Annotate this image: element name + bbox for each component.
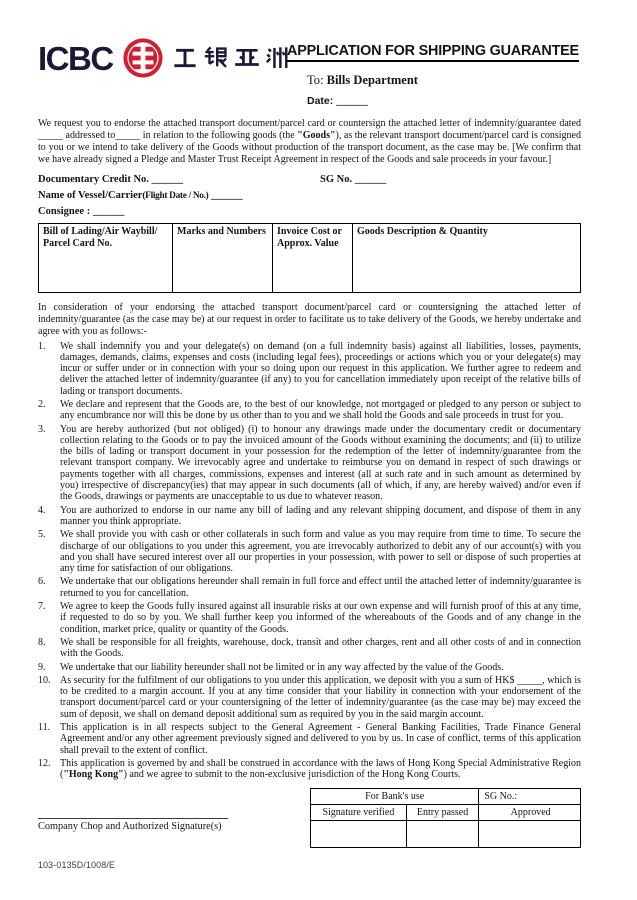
goods-col-description: Goods Description & Quantity	[353, 223, 581, 292]
documentary-credit-label: Documentary Credit No.	[38, 174, 149, 185]
chinese-wordmark-icon	[172, 45, 291, 71]
clause-item	[38, 722, 581, 756]
clause-number: 8.	[38, 636, 46, 648]
clause-text: You are authorized to endorse in our name any bill of lading and any relevant shipping document, and dispose of them in any manner you think appropriate.	[60, 504, 581, 527]
clause-item	[38, 424, 581, 503]
goods-table	[38, 223, 581, 293]
vessel-label: Name of Vessel/Carrier	[38, 189, 143, 201]
clauses-list	[38, 341, 581, 781]
clause-text: You are hereby authorized (but not obliged) (i) to honour any drawings made under the documentary credit or documentary collection relating to the Goods or to pay the invoiced amount of the Goods without examining the documents; and (ii) to utilize the bills of lading or transport document in your possession for the redemption of the letter of indemnity/guarantee from the relevant transport company. We irrevocably agree and undertake to reimburse you on demand in respect of such drawings or payments together with all charges, commissions, expenses and interest (all at such rate and in such amount as determined by you) irrespective of discrepancy(ies) that may appear in such documents (all of which, if any, are hereby waived) and/or even if the Goods, drawings or payments are unacceptable to us due to whatever reason.	[60, 423, 581, 503]
bank-table-row	[311, 789, 581, 805]
clause-item	[38, 637, 581, 660]
approved-cell: Approved	[479, 805, 581, 821]
goods-col-bill-of-lading: Bill of Lading/Air Waybill/ Parcel Card No.	[39, 223, 173, 292]
clause-number: 12.	[38, 757, 51, 769]
intro-paragraph: We request you to endorse the attached transport document/parcel card or countersign the attached letter of indemnity/guarantee dated _____ addressed to_____ in relation to the following goods (the "Goods"), as the relevant transport document/parcel card is consigned to you or we intend to take delivery of the Goods without production of the transport document, as the case may be. [We confirm that we have already signed a Pledge and Master Trust Receipt Agreement in respect of the Goods and sale proceeds in your favour.]	[38, 118, 581, 165]
form-code: 103-0135D/1008/E	[38, 860, 116, 871]
to-value: Bills Department	[326, 73, 418, 87]
documentary-credit-line	[38, 172, 581, 188]
clause-text: We agree to keep the Goods fully insured against all insurable risks at our own expense and will furnish proof of this at any time, if requested to do so by you. We shall further keep you informed of the whereabouts of the Goods and of any change in the condition, market price, quality or quantity of the Goods.	[60, 601, 581, 635]
clause-item	[38, 601, 581, 635]
clause-item	[38, 341, 581, 397]
clause-number: 10.	[38, 674, 51, 686]
clause-text: We shall be responsible for all freights, warehouse, dock, transit and other charges, rent and all other costs of and in connection with the Goods.	[60, 636, 581, 660]
goods-col-invoice-cost: Invoice Cost or Approx. Value	[273, 223, 353, 292]
date-line	[307, 95, 597, 107]
to-line	[307, 73, 597, 88]
clause-text: We declare and represent that the Goods are, to the best of our knowledge, not mortgaged or pledged to any person or subject to any encumbrance nor will this be done by us other than to you and we shall hold the Goods and sale proceeds in trust for you.	[60, 398, 581, 422]
clause-item	[38, 662, 581, 673]
goods-table-header-row	[39, 223, 581, 292]
clause-number: 9.	[38, 661, 46, 673]
sg-no-cell: SG No.:	[479, 789, 581, 805]
vessel-line	[38, 188, 581, 205]
clause-text: We undertake that our obligations hereunder shall remain in full force and effect until the attached letter of indemnity/guarantee is returned to you for cancellation.	[60, 576, 581, 599]
clause-item	[38, 758, 581, 781]
sg-no-blank-field: ______	[354, 174, 387, 185]
clause-text: We shall provide you with cash or other collaterals in such form and value as you may require from time to time. To secure the discharge of our obligations to you under this agreement, you are irrevocably authorized to debit any of our account(s) with you and you shall have secured interest over all our properties in your possession, with power to sell or dispose of such properties at any time for satisfaction of our obligations.	[60, 529, 581, 575]
sg-no-line	[320, 172, 386, 188]
signature-area	[38, 818, 228, 832]
to-label: To:	[307, 73, 324, 87]
consignee-label: Consignee :	[38, 206, 91, 217]
entry-passed-cell: Entry passed	[406, 805, 479, 821]
bank-use-table	[310, 788, 581, 848]
clause-text: We undertake that our liability hereunder shall not be limited or in any way affected by the value of the Goods.	[60, 661, 504, 673]
clause-item	[38, 675, 581, 720]
clause-number: 4.	[38, 504, 46, 516]
clause-item	[38, 399, 581, 422]
clause-number: 1.	[38, 340, 46, 352]
clause-item	[38, 576, 581, 599]
clause-text: As security for the fulfilment of our obligations to you under this application, we deposit with you a sum of HK$ _____, which is to be credited to a margin account. If you at any time consider that your liability in connection with your endorsement of the transport document/parcel card or your countersigning of the letter of indemnity/guarantee (as the case may be) may exceed the sum of deposit, we shall on demand deposit additional sum as required by you in the said margin account.	[60, 674, 581, 720]
signature-verified-blank-cell	[311, 821, 407, 848]
clause-number: 11.	[38, 722, 51, 733]
goods-col-marks-numbers: Marks and Numbers	[173, 223, 273, 292]
reference-fields	[38, 172, 581, 220]
clause-number: 2.	[38, 398, 46, 410]
icbc-wordmark: ICBC	[38, 39, 113, 77]
for-banks-use-cell: For Bank's use	[311, 789, 479, 805]
icbc-logo	[38, 38, 291, 78]
icbc-emblem-icon	[123, 38, 163, 78]
entry-passed-blank-cell	[406, 821, 479, 848]
bank-table-row	[311, 805, 581, 821]
clause-number: 7.	[38, 601, 46, 613]
consignee-blank-field: ______	[92, 206, 125, 217]
bank-table-row	[311, 821, 581, 848]
page-title: APPLICATION FOR SHIPPING GUARANTEE	[287, 43, 579, 62]
title-block	[287, 42, 597, 107]
clause-number: 3.	[38, 423, 46, 435]
vessel-blank-field: ______	[211, 189, 243, 201]
clause-text: This application is in all respects subject to the General Agreement - General Banking Facilities, Trade Finance General Agreement and/or any other agreement previously signed and delivered to you by us. In case of conflict, terms of this application shall prevail to the extent of conflict.	[60, 722, 581, 756]
vessel-label-paren: (Flight Date / No.)	[142, 190, 209, 201]
clause-number: 6.	[38, 576, 46, 588]
clause-number: 5.	[38, 529, 46, 541]
date-blank-field: ______	[336, 96, 368, 107]
clause-text: This application is governed by and shall be construed in accordance with the laws of Hong Kong Special Administrative Region ("Hong Kong") and we agree to submit to the non-exclusive jurisdiction of the Hong Kong Courts.	[60, 757, 581, 781]
clause-text: We shall indemnify you and your delegate(s) on demand (on a full indemnity basis) against all liabilities, losses, payments, damages, demands, claims, expenses and costs (including legal fees), proceedings or actions which you or your delegate(s) may incur or suffer under or in connection with your so doing upon our request in this application. We further agree to redeem and deliver the attached letter of indemnity/guarantee (if any) to you for cancellation immediately upon receipt of the relative bills of lading or transport documents.	[60, 340, 581, 397]
consignee-line	[38, 204, 581, 220]
form-header	[38, 36, 581, 116]
sg-no-label: SG No.	[320, 174, 353, 185]
bottom-section	[38, 788, 581, 852]
date-label: Date:	[307, 95, 334, 107]
clause-item	[38, 505, 581, 528]
documentary-credit-blank-field: ______	[151, 174, 184, 185]
signature-verified-cell: Signature verified	[311, 805, 407, 821]
signature-label: Company Chop and Authorized Signature(s)	[38, 821, 222, 833]
consideration-paragraph: In consideration of your endorsing the attached transport document/parcel card or countersigning the attached letter of indemnity/guarantee (as the case may be) at our request in order to facilitate us to take delivery of the Goods, we hereby undertake and agree with you as follows:-	[38, 301, 581, 337]
clause-item	[38, 529, 581, 574]
approved-blank-cell	[479, 821, 581, 848]
